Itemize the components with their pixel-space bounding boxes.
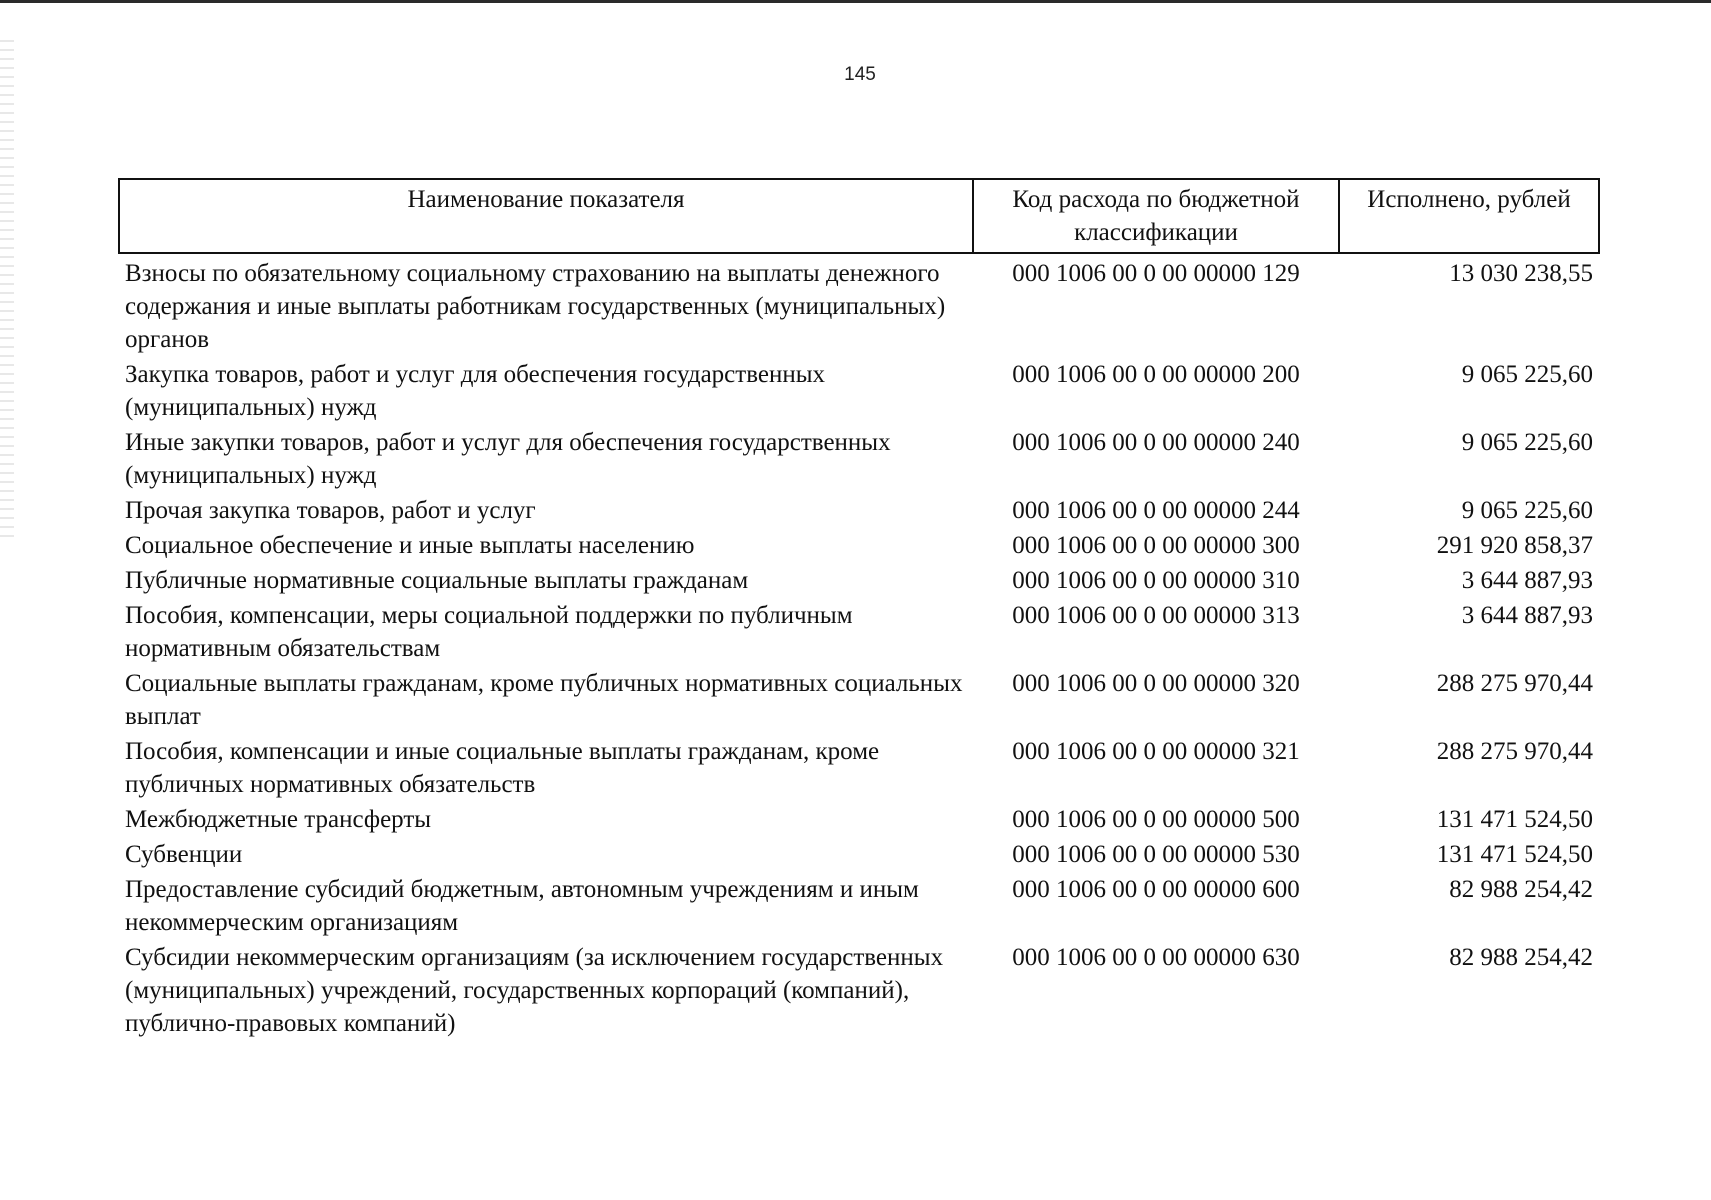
row-executed-amount: 3 644 887,93 <box>1461 567 1593 594</box>
row-budget-code: 000 1006 00 0 00 00000 244 <box>1012 497 1300 524</box>
row-budget-code: 000 1006 00 0 00 00000 500 <box>1012 806 1300 833</box>
row-indicator-name: Пособия, компенсации, меры социальной поддержки по публичным нормативным обязательствам <box>125 602 853 662</box>
row-budget-code: 000 1006 00 0 00 00000 530 <box>1012 841 1300 868</box>
header-row <box>119 179 1599 253</box>
row-budget-code: 000 1006 00 0 00 00000 200 <box>1012 361 1300 388</box>
row-budget-code: 000 1006 00 0 00 00000 129 <box>1012 260 1300 287</box>
row-executed-amount: 131 471 524,50 <box>1436 841 1593 868</box>
row-indicator-name: Пособия, компенсации и иные социальные выплаты гражданам, кроме публичных нормативных обязательств <box>125 738 880 798</box>
row-indicator-name: Иные закупки товаров, работ и услуг для обеспечения государственных (муниципальных) нужд <box>125 429 891 489</box>
row-executed-amount: 131 471 524,50 <box>1436 806 1593 833</box>
row-executed-amount: 288 275 970,44 <box>1436 670 1593 697</box>
row-budget-code: 000 1006 00 0 00 00000 240 <box>1012 429 1300 456</box>
row-executed-amount: 82 988 254,42 <box>1449 944 1593 971</box>
table-row <box>119 426 1599 494</box>
table-body <box>119 253 1599 1042</box>
row-executed-amount: 9 065 225,60 <box>1461 497 1593 524</box>
row-indicator-name: Межбюджетные трансферты <box>125 806 432 833</box>
row-indicator-name: Субсидии некоммерческим организациям (за исключением государственных (муниципальных) учреждений, государственных корпораций (компаний), публично-правовых компаний) <box>125 944 944 1037</box>
table-row <box>119 838 1599 873</box>
table-row <box>119 529 1599 564</box>
table-row <box>119 873 1599 941</box>
row-indicator-name: Публичные нормативные социальные выплаты гражданам <box>125 567 749 594</box>
expenditure-table <box>118 178 1600 1042</box>
row-executed-amount: 9 065 225,60 <box>1461 429 1593 456</box>
row-indicator-name: Предоставление субсидий бюджетным, автономным учреждениям и иным некоммерческим организациям <box>125 876 919 936</box>
row-indicator-name: Субвенции <box>125 841 243 868</box>
header-indicator-name: Наименование показателя <box>119 179 973 253</box>
row-indicator-name: Прочая закупка товаров, работ и услуг <box>125 497 536 524</box>
table-row <box>119 941 1599 1042</box>
table-row <box>119 599 1599 667</box>
row-indicator-name: Взносы по обязательному социальному страхованию на выплаты денежного содержания и иные выплаты работникам государственных (муниципальных) органов <box>125 260 946 353</box>
row-budget-code: 000 1006 00 0 00 00000 300 <box>1012 532 1300 559</box>
row-budget-code: 000 1006 00 0 00 00000 310 <box>1012 567 1300 594</box>
table-row <box>119 253 1599 358</box>
page-number: 145 <box>844 64 876 85</box>
row-executed-amount: 82 988 254,42 <box>1449 876 1593 903</box>
table-row <box>119 564 1599 599</box>
row-executed-amount: 288 275 970,44 <box>1436 738 1593 765</box>
row-executed-amount: 291 920 858,37 <box>1436 532 1593 559</box>
table-header <box>119 179 1599 253</box>
row-indicator-name: Социальное обеспечение и иные выплаты населению <box>125 532 695 559</box>
row-indicator-name: Закупка товаров, работ и услуг для обеспечения государственных (муниципальных) нужд <box>125 361 826 421</box>
table-row <box>119 494 1599 529</box>
row-executed-amount: 13 030 238,55 <box>1449 260 1593 287</box>
row-executed-amount: 9 065 225,60 <box>1461 361 1593 388</box>
row-budget-code: 000 1006 00 0 00 00000 630 <box>1012 944 1300 971</box>
table-row <box>119 803 1599 838</box>
header-executed-amount: Исполнено, рублей <box>1339 179 1599 253</box>
table-row <box>119 667 1599 735</box>
row-budget-code: 000 1006 00 0 00 00000 600 <box>1012 876 1300 903</box>
table-row <box>119 358 1599 426</box>
table-row <box>119 735 1599 803</box>
row-budget-code: 000 1006 00 0 00 00000 313 <box>1012 602 1300 629</box>
row-indicator-name: Социальные выплаты гражданам, кроме публичных нормативных социальных выплат <box>125 670 963 730</box>
row-budget-code: 000 1006 00 0 00 00000 321 <box>1012 738 1300 765</box>
row-budget-code: 000 1006 00 0 00 00000 320 <box>1012 670 1300 697</box>
header-budget-code: Код расхода по бюджетной классификации <box>973 179 1339 253</box>
scan-left-edge <box>0 40 14 540</box>
row-executed-amount: 3 644 887,93 <box>1461 602 1593 629</box>
scan-top-border <box>0 0 1711 3</box>
